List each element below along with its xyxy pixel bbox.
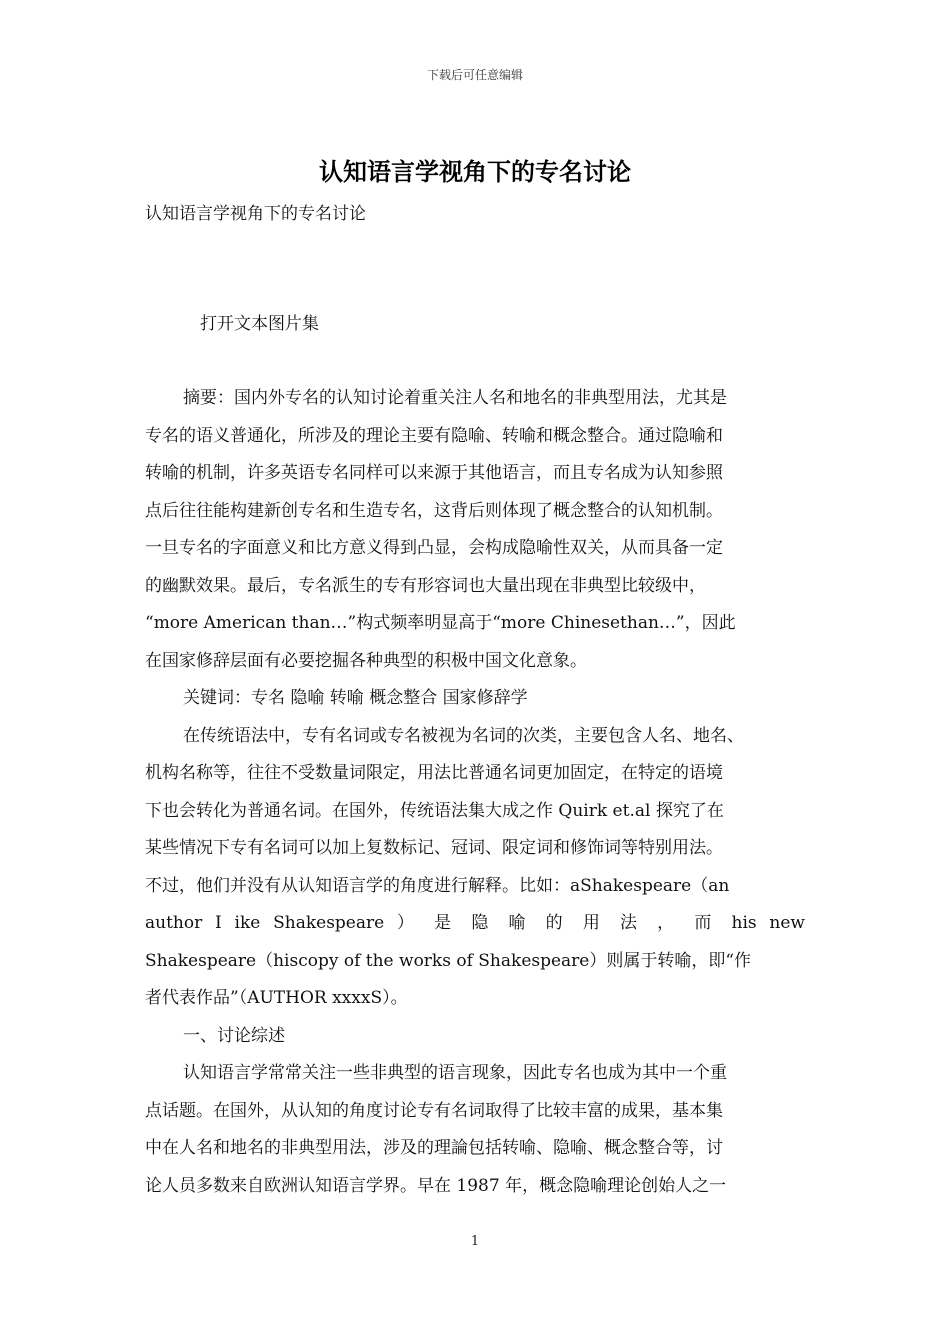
keywords-line: 关键词：专名 隐喻 转喻 概念整合 国家修辞学 <box>183 688 528 708</box>
body-line: 摘要：国内外专名的认知讨论着重关注人名和地名的非典型用法，尤其是 <box>183 388 727 408</box>
article-body <box>145 380 805 1205</box>
body-line: 点话题。在国外，从认知的角度讨论专有名词取得了比较丰富的成果，基本集 <box>145 1100 723 1121</box>
body-line: 不过，他们并没有从认知语言学的角度进行解释。比如：aShakespeare（an <box>145 875 730 896</box>
page-number: 1 <box>470 1234 480 1249</box>
body-line: 的幽默效果。最后，专名派生的专有形容词也大量出现在非典型比较级中， <box>145 575 706 596</box>
body-line: 在国家修辞层面有必要挖掘各种典型的积极中国文化意象。 <box>145 650 587 671</box>
document-title: 认知语言学视角下的专名讨论 <box>319 157 631 186</box>
body-line: 转喻的机制，许多英语专名同样可以来源于其他语言，而且专名成为认知参照 <box>145 463 723 483</box>
body-line: 某些情况下专有名词可以加上复数标记、冠词、限定词和修饰词等特别用法。 <box>145 838 723 858</box>
body-line: 者代表作品”（AUTHOR xxxxS）。 <box>145 988 408 1008</box>
body-line: 一旦专名的字面意义和比方意义得到凸显，会构成隐喻性双关，从而具备一定 <box>145 538 723 558</box>
body-line: Shakespeare（hiscopy of the works of Shakespeare）则属于转喻，即“作 <box>145 950 752 971</box>
subtitle: 认知语言学视角下的专名讨论 <box>145 204 366 224</box>
body-line: 在传统语法中，专有名词或专名被视为名词的次类，主要包含人名、地名、 <box>183 725 744 746</box>
body-line: “more American than…”构式频率明显高于“more Chinesethan…”，因此 <box>145 613 736 633</box>
body-line: 机构名称等，往往不受数量词限定，用法比普通名词更加固定，在特定的语境 <box>145 763 723 783</box>
body-line: 专名的语义普通化，所涉及的理论主要有隐喻、转喻和概念整合。通过隐喻和 <box>145 425 723 446</box>
body-line: 点后往往能构建新创专名和生造专名，这背后则体现了概念整合的认知机制。 <box>145 500 723 521</box>
body-line: 论人员多数来自欧洲认知语言学界。早在 1987 年，概念隐喻理论创始人之一 <box>145 1175 727 1196</box>
page-header: 下载后可任意编辑 <box>426 68 523 82</box>
open-image-set-link[interactable]: 打开文本图片集 <box>200 314 319 334</box>
body-line: 认知语言学常常关注一些非典型的语言现象，因此专名也成为其中一个重 <box>183 1063 727 1083</box>
body-line: 中在人名和地名的非典型用法，涉及的理論包括转喻、隐喻、概念整合等，讨 <box>145 1138 723 1158</box>
section-heading: 一、讨论综述 <box>183 1025 285 1046</box>
body-line: 下也会转化为普通名词。在国外，传统语法集大成之作 Quirk et.al 探究了在 <box>145 800 724 821</box>
body-line: author I ike Shakespeare ） 是 隐 喻 的 用 法 ， 而 his new <box>145 913 805 933</box>
